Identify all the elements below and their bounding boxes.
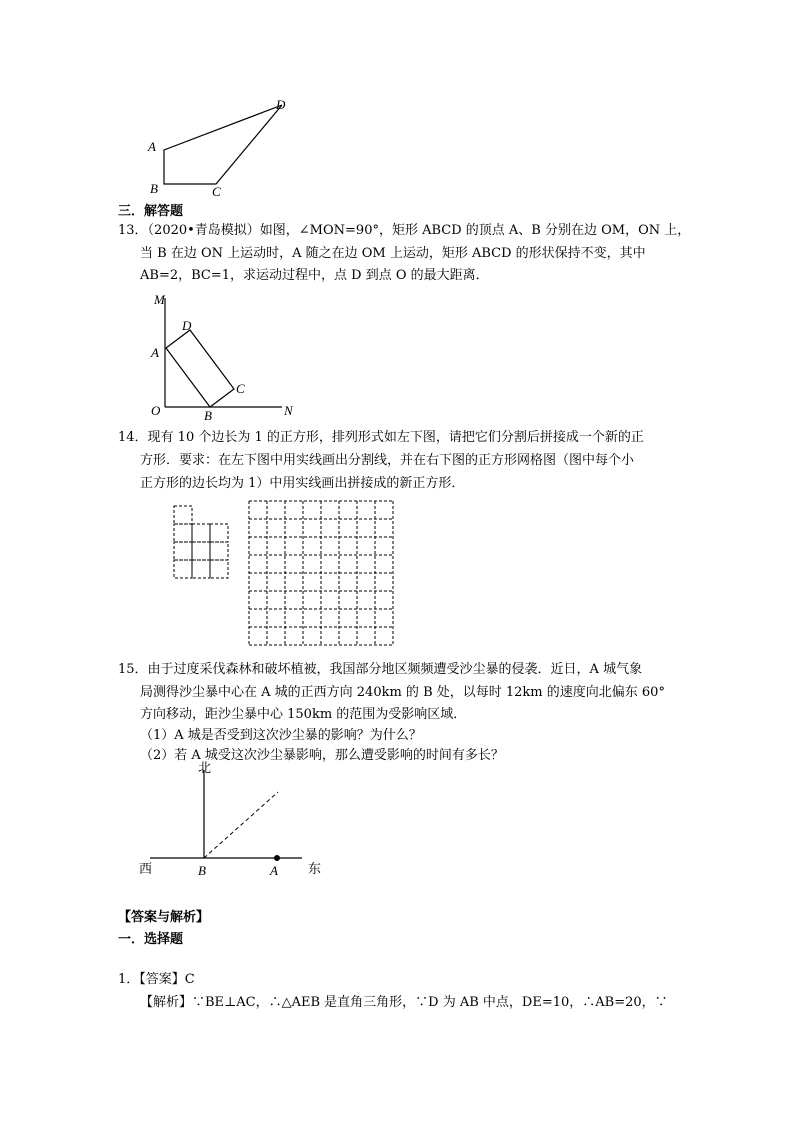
unit-square (174, 524, 192, 542)
label-west: 西 (139, 861, 153, 876)
q13-text-line2: 当 B 在边 ON 上运动时，A 随之在边 OM 上运动，矩形 ABCD 的形状保持不变，其中 (140, 246, 646, 261)
point-A (274, 855, 280, 861)
figure-q14-ten-squares (170, 502, 240, 607)
label-B: B (198, 863, 206, 878)
q15-text-line2: 局测得沙尘暴中心在 A 城的正西方向 240km 的 B 处，以每时 12km 的速度向北偏东 60° (140, 685, 665, 700)
unit-square (174, 542, 192, 560)
label-A: A (151, 345, 159, 360)
unit-square (210, 542, 228, 560)
label-B: B (150, 181, 158, 196)
q14-text-line1: 14．现有 10 个边长为 1 的正方形，排列形式如左下图，请把它们分割后拼接成一个新的正 (118, 430, 644, 445)
unit-square (192, 542, 210, 560)
label-A: A (270, 863, 278, 878)
figure-q13-rectangle (148, 288, 308, 423)
unit-square (192, 560, 210, 578)
answers-section1-heading: 一．选择题 (118, 932, 184, 947)
q15-text-line1: 15．由于过度采伐森林和破坏植被，我国部分地区频频遭受沙尘暴的侵袭．近日，A 城气象 (118, 662, 643, 677)
unit-square (210, 524, 228, 542)
unit-square (210, 560, 228, 578)
q13-text-line1: 13．（2020•青岛模拟）如图，∠MON=90°，矩形 ABCD 的顶点 A、B 分别在边 OM，ON 上， (118, 223, 691, 238)
answer-1: 1．【答案】C (118, 972, 195, 987)
q15-text-line3: 方向移动，距沙尘暴中心 150km 的范围为受影响区域． (140, 707, 467, 722)
label-C: C (236, 381, 245, 396)
quadrilateral-shape (164, 105, 282, 184)
q14-text-line2: 方形．要求：在左下图中用实线画出分割线，并在右下图的正方形网格图（图中每个小 (140, 453, 635, 468)
analysis-1: 【解析】∵BE⊥AC，∴△AEB 是直角三角形，∵D 为 AB 中点，DE=10，∴AB=20，∵ (140, 995, 668, 1010)
q15-sub2: （2）若 A 城受这次沙尘暴影响，那么遭受影响的时间有多长？ (140, 748, 504, 763)
label-N: N (284, 403, 293, 418)
label-O: O (151, 403, 161, 418)
label-A: A (148, 139, 156, 154)
label-M: M (154, 292, 165, 307)
label-D: D (182, 318, 192, 333)
label-B: B (204, 408, 212, 423)
section-heading-3: 三．解答题 (118, 204, 184, 219)
unit-square (192, 524, 210, 542)
answers-heading: 【答案与解析】 (118, 910, 210, 925)
label-C: C (212, 184, 221, 199)
movement-direction-line (204, 792, 278, 858)
q13-text-line3: AB=2，BC=1，求运动过程中，点 D 到点 O 的最大距离． (140, 268, 489, 283)
figure-q15-directions (130, 760, 340, 885)
figure-q14-grid (246, 498, 398, 650)
label-D: D (276, 97, 286, 112)
rectangle-ABCD (166, 330, 234, 407)
figure-quadrilateral (140, 95, 300, 200)
unit-square (174, 506, 192, 524)
label-north: 北 (198, 760, 212, 775)
q14-text-line3: 正方形的边长均为 1）中用实线画出拼接成的新正方形． (140, 476, 465, 491)
label-east: 东 (308, 861, 322, 876)
unit-square (174, 560, 192, 578)
q15-sub1: （1）A 城是否受到这次沙尘暴的影响？为什么？ (140, 728, 422, 743)
